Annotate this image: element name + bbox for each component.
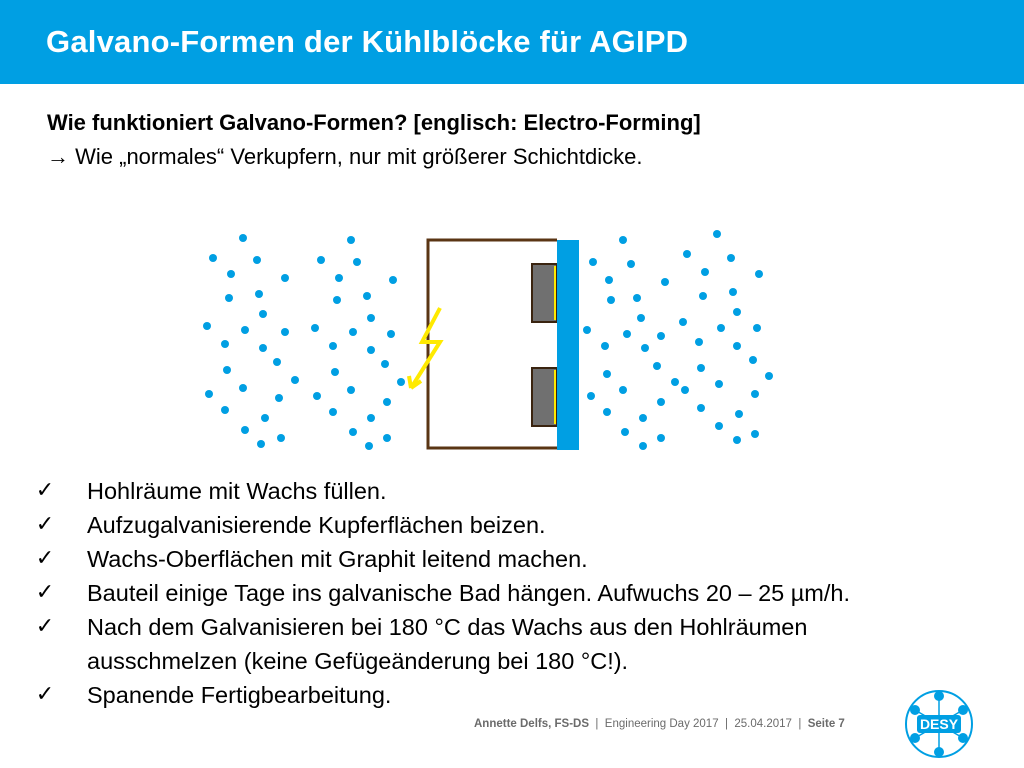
check-icon: ✓ (35, 546, 55, 571)
footer (474, 718, 845, 730)
electroforming-diagram (195, 222, 785, 462)
list-item (30, 610, 960, 678)
list-item (30, 508, 960, 542)
desy-logo (903, 688, 975, 760)
list-item-text: Wachs-Oberflächen mit Graphit leitend machen. (87, 546, 588, 572)
footer-page-number: Seite 7 (807, 718, 845, 730)
footer-separator: | (595, 718, 599, 730)
check-icon: ✓ (35, 512, 55, 537)
slide-title: Galvano-Formen der Kühlblöcke für AGIPD (46, 24, 689, 59)
title-bar (0, 0, 1024, 84)
check-icon: ✓ (35, 614, 55, 639)
list-item-text: Bauteil einige Tage ins galvanische Bad hängen. Aufwuchs 20 – 25 µm/h. (87, 580, 851, 606)
question-heading: Wie funktioniert Galvano-Formen? [englisch: Electro-Forming] (47, 110, 701, 135)
logo-text: DESY (919, 716, 959, 732)
answer-line (47, 144, 642, 170)
wax-cavity-top (532, 264, 557, 322)
check-icon: ✓ (35, 580, 55, 605)
copper-deposit-layer (557, 240, 579, 450)
lightning-icon (411, 308, 440, 388)
list-item-text: Aufzugalvanisierende Kupferflächen beizen. (87, 512, 546, 538)
footer-author: Annette Delfs, FS-DS (474, 718, 590, 730)
ion-dots-right (583, 230, 773, 450)
list-item (30, 576, 960, 610)
footer-date: 25.04.2017 (734, 718, 792, 730)
list-item-text: Hohlräume mit Wachs füllen. (87, 478, 387, 504)
process-checklist (30, 474, 960, 712)
footer-separator: | (725, 718, 728, 730)
list-item (30, 678, 960, 712)
footer-separator: | (798, 718, 802, 730)
list-item (30, 474, 960, 508)
footer-event: Engineering Day 2017 (604, 718, 719, 730)
list-item (30, 542, 960, 576)
wax-cavity-bottom (532, 368, 557, 426)
check-icon: ✓ (35, 682, 55, 707)
check-icon: ✓ (35, 478, 55, 503)
list-item-text: Nach dem Galvanisieren bei 180 °C das Wachs aus den Hohlräumen ausschmelzen (keine Gefügeänderung bei 180 °C!). (87, 614, 808, 674)
ion-dots-left (203, 234, 405, 450)
list-item-text: Spanende Fertigbearbeitung. (87, 682, 392, 708)
answer-text: Wie „normales“ Verkupfern, nur mit größerer Schichtdicke. (75, 144, 643, 169)
right-arrow-icon: → (47, 144, 69, 169)
